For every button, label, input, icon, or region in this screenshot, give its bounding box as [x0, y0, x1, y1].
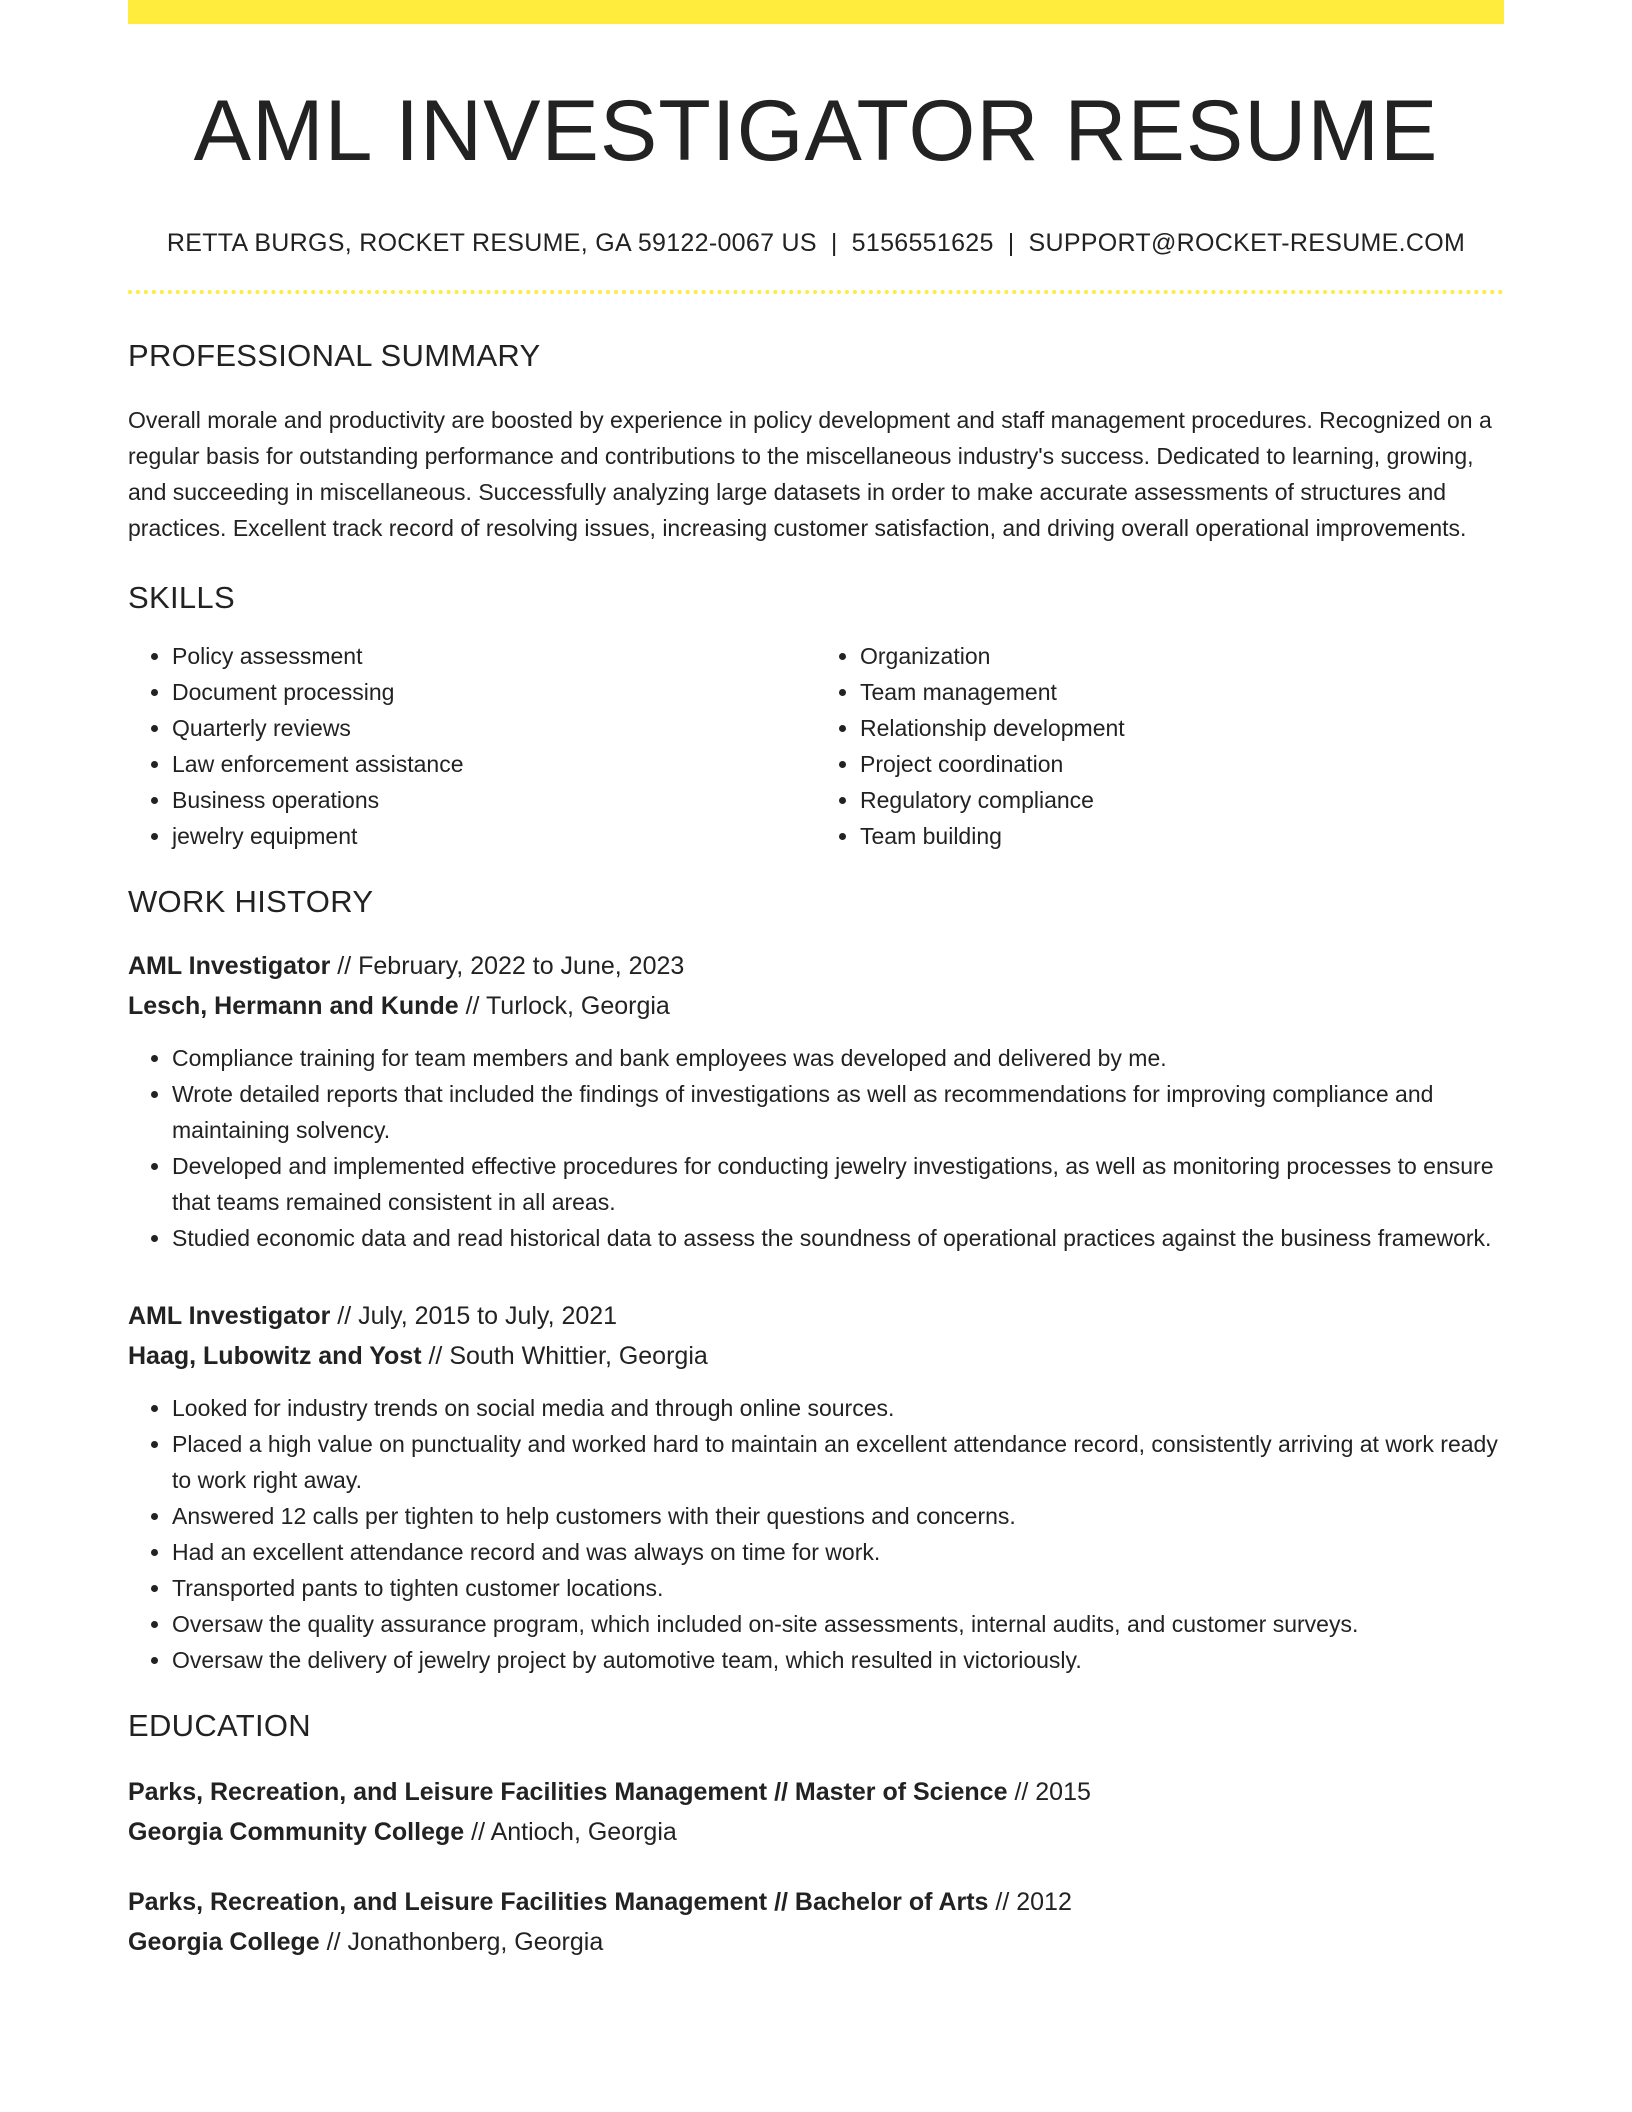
skill-item: • Project coordination: [860, 746, 1504, 782]
job-company: Lesch, Hermann and Kunde: [128, 991, 459, 1020]
education-heading: EDUCATION: [128, 1707, 311, 1743]
header-divider: [128, 290, 1504, 294]
job-bullet: • Looked for industry trends on social media and through online sources.: [172, 1390, 1504, 1426]
job-title-line: [128, 946, 1504, 986]
job-bullet: • Answered 12 calls per tighten to help customers with their questions and concerns.: [172, 1498, 1504, 1534]
education-degree: Parks, Recreation, and Leisure Facilities Management // Master of Science: [128, 1777, 1008, 1806]
skills-columns: [128, 638, 1504, 854]
contact-line: [128, 229, 1504, 258]
job-bullets: [128, 1390, 1504, 1678]
skill-item: • Team building: [860, 818, 1504, 854]
education-school-line: [128, 1812, 1504, 1852]
summary-section: [128, 338, 1504, 546]
job-dates: // July, 2015 to July, 2021: [330, 1301, 618, 1330]
education-degree-line: [128, 1882, 1504, 1922]
education-school-line: [128, 1922, 1504, 1962]
resume-page: [128, 0, 1504, 1962]
work-history-section: [128, 884, 1504, 1678]
job-bullet: • Oversaw the delivery of jewelry project by automotive team, which resulted in victoriously.: [172, 1642, 1504, 1678]
job-entry: [128, 1296, 1504, 1678]
education-school: Georgia College: [128, 1927, 320, 1956]
education-section: [128, 1708, 1504, 1962]
skills-section: [128, 580, 1504, 854]
skill-item: • Document processing: [172, 674, 816, 710]
contact-separator: |: [1007, 228, 1015, 257]
job-bullet: • Placed a high value on punctuality and worked hard to maintain an excellent attendance record, consistently arriving at work ready to work right away.: [172, 1426, 1504, 1498]
skill-item: • Law enforcement assistance: [172, 746, 816, 782]
contact-email: SUPPORT@ROCKET-RESUME.COM: [1028, 228, 1466, 257]
job-title-line: [128, 1296, 1504, 1336]
job-company-line: [128, 986, 1504, 1026]
job-entry: [128, 946, 1504, 1256]
education-year: // 2012: [988, 1887, 1072, 1916]
job-dates: // February, 2022 to June, 2023: [330, 951, 685, 980]
job-location: // South Whittier, Georgia: [421, 1341, 708, 1370]
skills-heading: SKILLS: [128, 579, 235, 615]
job-bullet: • Developed and implemented effective procedures for conducting jewelry investigations, as well as monitoring processes to ensure that teams remained consistent in all areas.: [172, 1148, 1504, 1220]
contact-phone: 5156551625: [851, 228, 994, 257]
skill-item: • Policy assessment: [172, 638, 816, 674]
job-bullet: • Had an excellent attendance record and was always on time for work.: [172, 1534, 1504, 1570]
skill-item: • Relationship development: [860, 710, 1504, 746]
skills-list-right: [816, 638, 1504, 854]
job-bullet: • Oversaw the quality assurance program, which included on-site assessments, internal audits, and customer surveys.: [172, 1606, 1504, 1642]
skill-item: • Quarterly reviews: [172, 710, 816, 746]
job-company: Haag, Lubowitz and Yost: [128, 1341, 422, 1370]
education-degree-line: [128, 1772, 1504, 1812]
job-location: // Turlock, Georgia: [458, 991, 670, 1020]
education-location: // Jonathonberg, Georgia: [319, 1927, 604, 1956]
skills-list-left: [128, 638, 816, 854]
education-entry: [128, 1772, 1504, 1852]
education-year: // 2015: [1007, 1777, 1091, 1806]
job-bullet: • Wrote detailed reports that included the findings of investigations as well as recommendations for improving compliance and maintaining solvency.: [172, 1076, 1504, 1148]
job-title: AML Investigator: [128, 951, 331, 980]
job-bullet: • Compliance training for team members and bank employees was developed and delivered by me.: [172, 1040, 1504, 1076]
summary-heading: PROFESSIONAL SUMMARY: [128, 337, 541, 373]
skill-item: • Regulatory compliance: [860, 782, 1504, 818]
top-accent-bar: [128, 0, 1504, 24]
resume-title: AML INVESTIGATOR RESUME: [193, 83, 1439, 179]
skill-item: • Organization: [860, 638, 1504, 674]
job-company-line: [128, 1336, 1504, 1376]
skill-item: • Business operations: [172, 782, 816, 818]
skill-item: • Team management: [860, 674, 1504, 710]
contact-separator: |: [830, 228, 838, 257]
education-entry: [128, 1882, 1504, 1962]
work-history-heading: WORK HISTORY: [128, 883, 374, 919]
education-location: // Antioch, Georgia: [464, 1817, 677, 1846]
education-school: Georgia Community College: [128, 1817, 465, 1846]
job-bullet: • Transported pants to tighten customer locations.: [172, 1570, 1504, 1606]
summary-text: Overall morale and productivity are boosted by experience in policy development and staff management procedures. Recognized on a regular basis for outstanding performance and contributions to the miscellaneous industry's success. Dedicated to learning, growing, and succeeding in miscellaneous. Successfully analyzing large datasets in order to make accurate assessments of structures and practices. Excellent track record of resolving issues, increasing customer satisfaction, and driving overall operational improvements.: [128, 406, 1492, 541]
job-title: AML Investigator: [128, 1301, 331, 1330]
job-bullet: • Studied economic data and read historical data to assess the soundness of operational practices against the business framework.: [172, 1220, 1504, 1256]
contact-address: RETTA BURGS, ROCKET RESUME, GA 59122-0067 US: [166, 228, 817, 257]
job-bullets: [128, 1040, 1504, 1256]
education-degree: Parks, Recreation, and Leisure Facilities Management // Bachelor of Arts: [128, 1887, 989, 1916]
skill-item: • jewelry equipment: [172, 818, 816, 854]
